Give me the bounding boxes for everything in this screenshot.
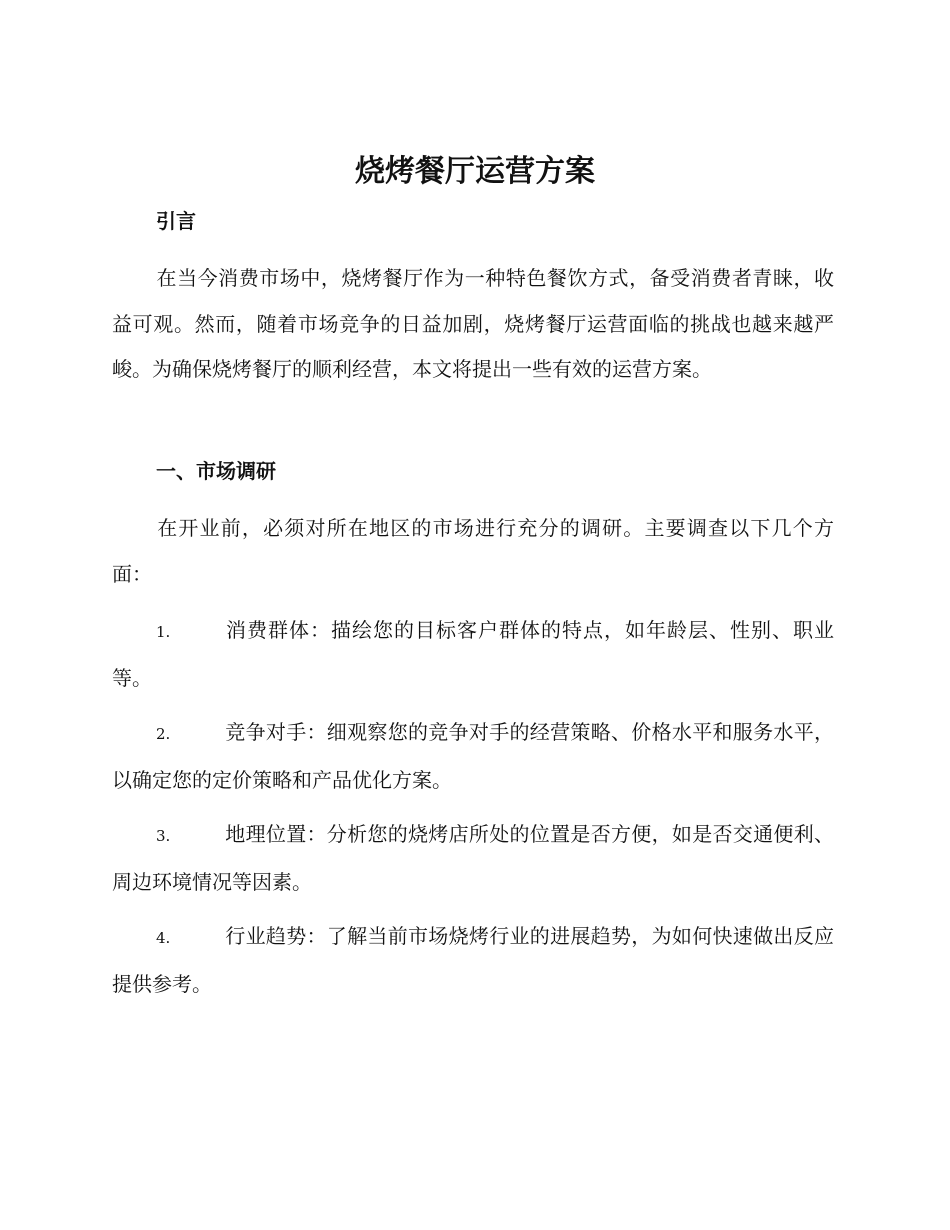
intro-paragraph-text: 在当今消费市场中，烧烤餐厅作为一种特色餐饮方式，备受消费者青睐，收益可观。然而，随着市场竞争的日益加剧，烧烤餐厅运营面临的挑战也越来越严峻。为确保烧烤餐厅的顺利经营，本文将提出一些有效的运营方案。: [112, 266, 834, 381]
market-research-paragraph-text: 在开业前，必须对所在地区的市场进行充分的调研。主要调查以下几个方面：: [112, 516, 834, 586]
list-item-text: 地理位置：分析您的烧烤店所处的位置是否方便，如是否交通便利、周边环境情况等因素。: [112, 822, 834, 894]
list-item-number: 2.: [156, 725, 171, 743]
list-item: [112, 812, 834, 905]
list-item-number: 4.: [156, 929, 171, 947]
list-item-text: 消费群体：描绘您的目标客户群体的特点，如年龄层、性别、职业等。: [112, 618, 834, 690]
section-heading-intro: 引言: [156, 209, 196, 233]
list-item: [112, 914, 834, 1007]
document-title: 烧烤餐厅运营方案: [355, 154, 595, 189]
section-heading-market-research: 一、市场调研: [156, 459, 276, 483]
list-item-number: 1.: [156, 623, 171, 641]
list-item: [112, 710, 834, 803]
list-item-text: 行业趋势：了解当前市场烧烤行业的进展趋势，为如何快速做出反应提供参考。: [112, 924, 834, 996]
list-item-text: 竞争对手：细观察您的竞争对手的经营策略、价格水平和服务水平，以确定您的定价策略和产品优化方案。: [112, 720, 834, 792]
market-research-paragraph: [112, 506, 834, 597]
intro-paragraph: [112, 256, 834, 393]
list-item-number: 3.: [156, 827, 171, 845]
list-item: [112, 608, 834, 701]
